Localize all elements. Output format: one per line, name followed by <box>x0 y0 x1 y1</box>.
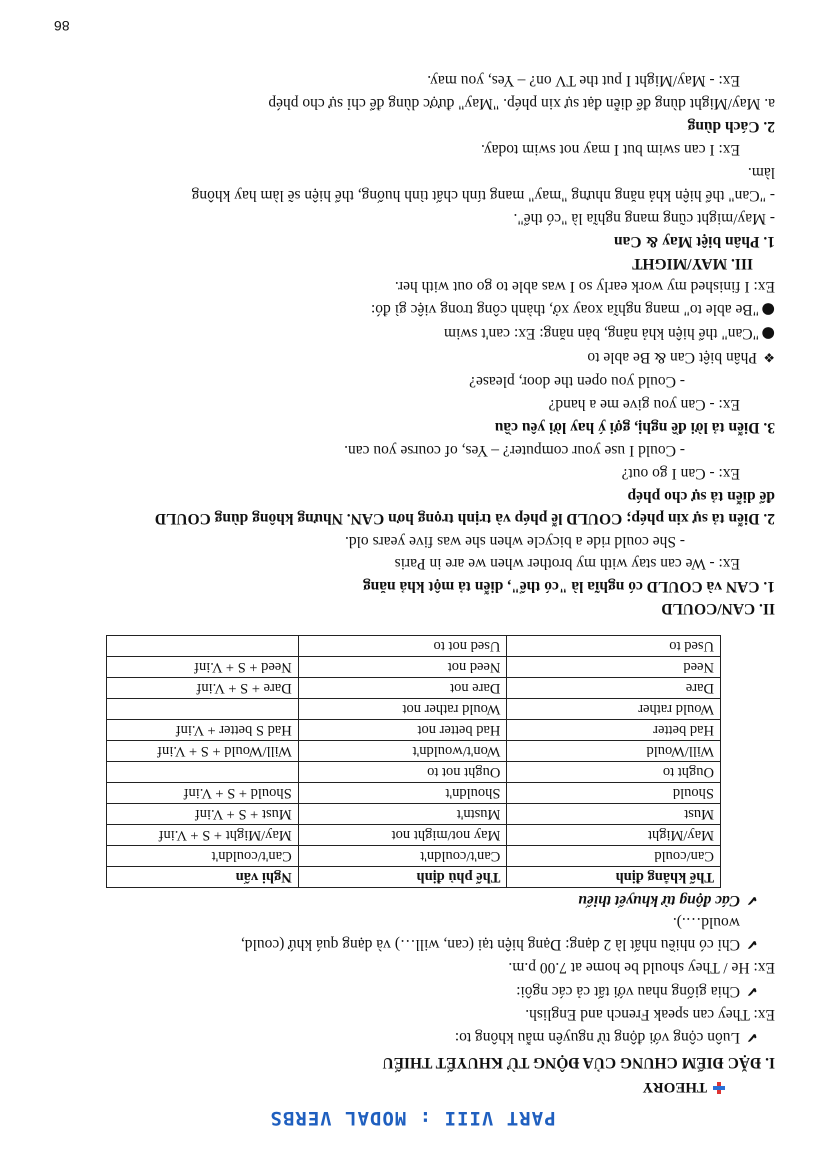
table-cell: Can/could <box>507 846 721 867</box>
list-item: ✔Chỉ có nhiều nhất là 2 dạng: Dạng hiện tại (can, will…) và dạng quá khứ (could, <box>240 936 758 953</box>
bullet-icon: ● <box>761 301 775 319</box>
theory-icon <box>713 1082 725 1094</box>
table-cell: Can't/couldn't <box>298 846 507 867</box>
table-cell: Will/Would + S + V.inf <box>107 741 299 762</box>
table-cell: May not/might not <box>298 825 507 846</box>
table-cell: Need <box>507 657 721 678</box>
example-text: Ex: - Can I go out? <box>621 465 740 482</box>
body-text: làm. <box>747 164 775 181</box>
table-row <box>107 678 721 699</box>
list-item-continued: would….). <box>672 914 740 931</box>
list-item: ❖Phân biệt Can & Be able to <box>587 349 775 366</box>
example-text: Ex: I can swim but I may not swim today. <box>480 141 740 158</box>
table-cell: Dare + S + V.inf <box>107 678 299 699</box>
table-cell: Ought not to <box>298 762 507 783</box>
table-cell: Should <box>507 783 721 804</box>
section-heading-2: II. CAN/COULD <box>661 600 775 617</box>
table-cell: Must <box>507 804 721 825</box>
table-cell: Had better not <box>298 720 507 741</box>
table-row <box>107 699 721 720</box>
table-cell <box>107 699 299 720</box>
table-cell: Dare <box>507 678 721 699</box>
table-header-cell: Thể khẳng định <box>507 867 721 888</box>
list-item: ✔Các động từ khuyết thiếu <box>578 892 758 909</box>
body-text: - May/might cũng mang nghĩa là "có thể". <box>513 210 775 227</box>
table-cell: Would rather <box>507 699 721 720</box>
bullet-icon: ● <box>761 325 775 343</box>
checkmark-icon: ✔ <box>746 936 758 952</box>
example-text: Ex: He / They should be home at 7.00 p.m. <box>508 959 775 976</box>
modal-verbs-table <box>106 635 721 888</box>
body-text: a. May/Might dùng để diễn đạt sự xin phép. "May" được dùng để chỉ sự cho phép <box>268 95 775 112</box>
section-heading-1: I. ĐẶC ĐIỂM CHUNG CỦA ĐỘNG TỪ KHUYẾT THIẾU <box>382 1054 775 1071</box>
table-cell <box>107 636 299 657</box>
list-item: ✔Chia giống nhau với tất cả các ngôi: <box>516 983 758 1000</box>
table-cell: Would rather not <box>298 699 507 720</box>
table-cell: Used not to <box>298 636 507 657</box>
subheading: 3. Diễn tả lời đề nghị, gợi ý hay lời yêu cầu <box>494 419 775 436</box>
table-cell: Can't/couldn't <box>107 846 299 867</box>
table-cell: Need not <box>298 657 507 678</box>
diamond-bullet-icon: ❖ <box>763 349 775 364</box>
table-cell: Dare not <box>298 678 507 699</box>
example-text: Ex: They can speak French and English. <box>525 1006 775 1023</box>
table-cell: Won't/wouldn't <box>298 741 507 762</box>
table-row <box>107 657 721 678</box>
table-cell: Mustn't <box>298 804 507 825</box>
table-cell: Shouldn't <box>298 783 507 804</box>
checkmark-icon: ✔ <box>746 1029 758 1045</box>
table-cell: Need + S + V.inf <box>107 657 299 678</box>
table-row <box>107 741 721 762</box>
example-text: Ex: I finished my work early so I was able to go out with her. <box>394 278 775 295</box>
checkmark-icon: ✔ <box>746 892 758 908</box>
theory-label: THEORY <box>642 1079 707 1095</box>
theory-heading <box>643 1077 725 1096</box>
example-text: Ex: - Can you give me a hand? <box>548 396 740 413</box>
table-row <box>107 846 721 867</box>
subheading: 2. Cách dùng <box>687 118 775 135</box>
table-cell: Will/Would <box>507 741 721 762</box>
table-row <box>107 720 721 741</box>
subheading: 1. Phân biệt May & Can <box>613 233 775 250</box>
table-row <box>107 804 721 825</box>
checkmark-icon: ✔ <box>746 983 758 999</box>
list-item: ●"Be able to" mang nghĩa xoay xở, thành công trong việc gì đó: <box>370 301 775 319</box>
list-item: ●"Can" thể hiện khả năng, bản năng: Ex: can't swim <box>443 325 775 343</box>
table-cell: Ought to <box>507 762 721 783</box>
table-cell: May/Might <box>507 825 721 846</box>
list-item: ✔Luôn cộng với động từ nguyên mẫu không to: <box>454 1029 758 1046</box>
table-row <box>107 783 721 804</box>
table-header-row <box>107 867 721 888</box>
subheading: 1. CAN và COULD có nghĩa là "có thể", diễn tả một khả năng <box>362 578 775 595</box>
table-cell: May/Might + S + V.inf <box>107 825 299 846</box>
example-text: Ex: - May/Might I put the TV on? – Yes, you may. <box>427 72 740 89</box>
page-title: PART VIII : MODAL VERBS <box>269 1107 556 1129</box>
table-cell: Must + S + V.inf <box>107 804 299 825</box>
example-text: - Could you open the door, please? <box>469 373 685 390</box>
subheading: để diễn tả sự cho phép <box>627 488 775 505</box>
table-row <box>107 825 721 846</box>
example-text: - She could ride a bicycle when she was five years old. <box>344 533 685 550</box>
subheading: 2. Diễn tả sự xin phép; COULD lễ phép và trịnh trọng hơn CAN. Nhưng không dùng COULD <box>154 510 775 527</box>
table-cell: Had better <box>507 720 721 741</box>
page-number: 86 <box>54 18 70 34</box>
section-heading-3: III. MAY/MIGHT <box>632 255 753 272</box>
example-text: - Could I use your computer? – Yes, of course you can. <box>344 442 685 459</box>
table-cell <box>107 762 299 783</box>
table-header-cell: Thể phủ định <box>298 867 507 888</box>
table-header-cell: Nghi vấn <box>107 867 299 888</box>
body-text: - "Can" thể hiện khả năng nhưng "may" mang tính chất tình huống, thể hiện sẽ làm hay không <box>191 187 775 204</box>
table-cell: Had S better + V.inf <box>107 720 299 741</box>
table-row <box>107 636 721 657</box>
table-row <box>107 762 721 783</box>
example-text: Ex: - We can stay with my brother when we are in Paris <box>394 555 740 572</box>
table-cell: Used to <box>507 636 721 657</box>
table-cell: Should + S + V.inf <box>107 783 299 804</box>
